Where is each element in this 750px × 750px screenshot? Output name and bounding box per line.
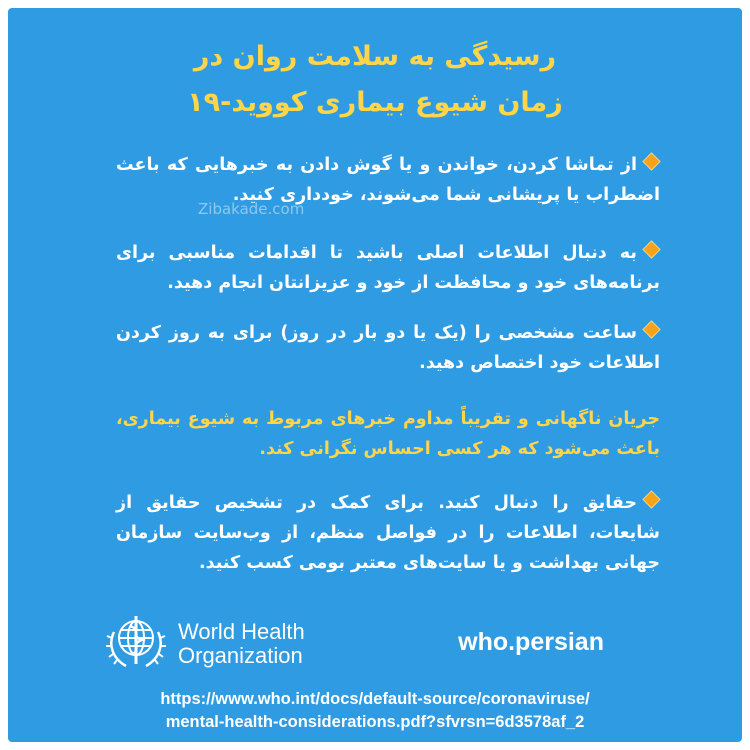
social-handle: who.persian xyxy=(458,628,604,656)
watermark: Zibakade.com xyxy=(198,200,305,218)
bullet-diamond-icon xyxy=(642,240,660,258)
highlight-text: جریان ناگهانی و تقریباً مداوم خبرهای مربوط به شیوع بیماری، باعث می‌شود که هر کسی احساس نگرانی کند. xyxy=(116,409,660,459)
who-logo xyxy=(100,608,305,680)
source-url xyxy=(8,688,742,734)
infographic-card xyxy=(8,8,742,742)
tip-text-1: از تماشا کردن، خواندن و یا گوش دادن به خبرهایی که باعث اضطراب یا پریشانی شما می‌شوند، خودداری کنید. xyxy=(116,155,660,205)
page-title xyxy=(8,34,742,126)
title-line-1: رسیدگی به سلامت روان در xyxy=(193,41,557,72)
highlight-paragraph xyxy=(116,404,660,464)
tip-paragraph-2 xyxy=(116,238,660,298)
tip-paragraph-3 xyxy=(116,318,660,378)
tip-text-3: ساعت مشخصی را (یک یا دو بار در روز) برای به روز کردن اطلاعات خود اختصاص دهید. xyxy=(116,323,660,373)
logo-line-2: Organization xyxy=(178,643,303,668)
bullet-diamond-icon xyxy=(642,320,660,338)
bullet-diamond-icon xyxy=(642,152,660,170)
tip-paragraph-4 xyxy=(116,488,660,578)
who-logo-text xyxy=(178,620,305,668)
tip-text-2: به دنبال اطلاعات اصلی باشید تا اقدامات مناسبی برای برنامه‌های خود و محافظت از خود و عزیزانتان انجام دهید. xyxy=(116,243,660,293)
source-url-line-2: mental-health-considerations.pdf?sfvrsn=6d3578af_2 xyxy=(165,713,585,731)
who-emblem-icon xyxy=(100,608,172,680)
source-url-line-1: https://www.who.int/docs/default-source/coronaviruse/ xyxy=(160,690,590,708)
bullet-diamond-icon xyxy=(642,490,660,508)
tip-text-4: حقایق را دنبال کنید. برای کمک در تشخیص حقایق از شایعات، اطلاعات را در فواصل منظم، از وب‌سایت سازمان جهانی بهداشت و یا سایت‌های معتبر بومی کسب کنید. xyxy=(116,493,660,573)
title-line-2: زمان شیوع بیماری کووید-۱۹ xyxy=(187,87,563,118)
logo-line-1: World Health xyxy=(178,619,305,644)
